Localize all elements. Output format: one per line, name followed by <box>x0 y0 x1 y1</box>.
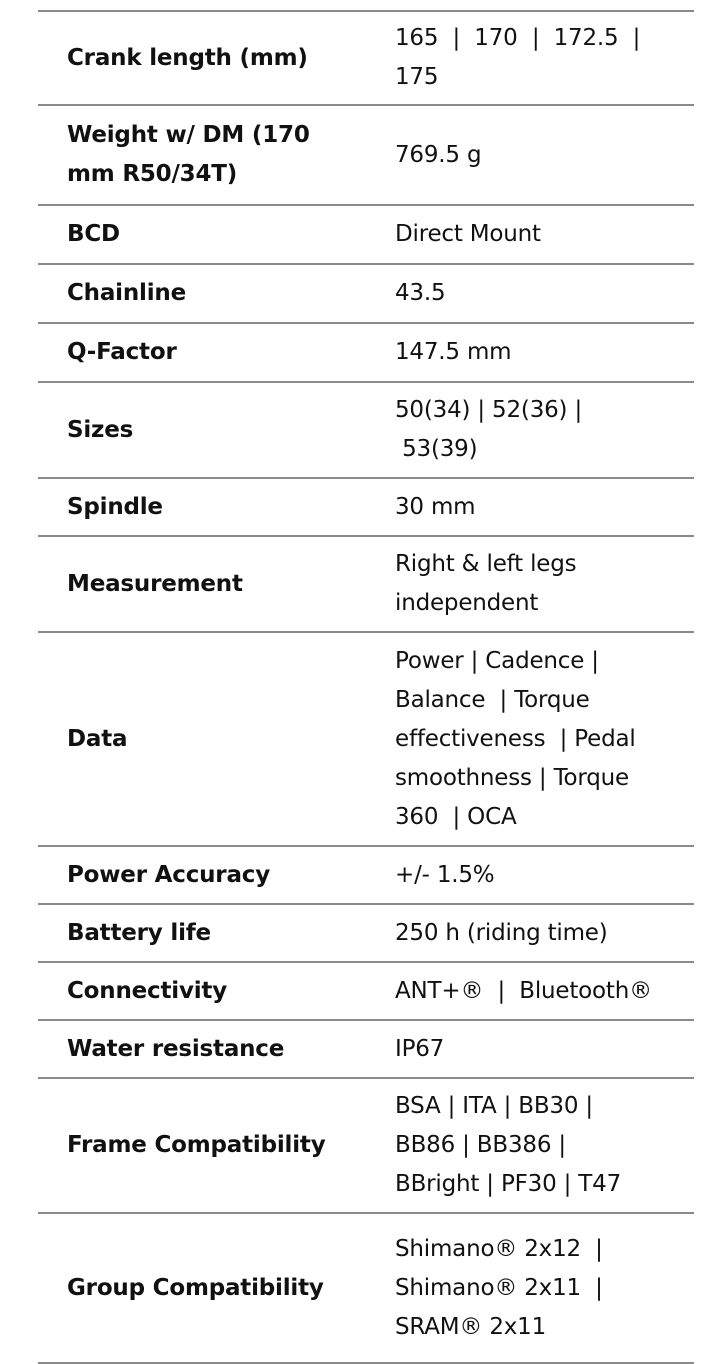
spec-label-line: Measurement <box>67 570 243 597</box>
spec-label-line: BCD <box>67 221 120 247</box>
spec-row <box>38 1021 694 1079</box>
spec-label <box>38 720 395 759</box>
spec-row <box>38 537 694 633</box>
spec-value-line: Shimano® 2x11 | <box>395 1274 603 1301</box>
spec-label <box>38 39 395 78</box>
spec-label-line: Group Compatibility <box>67 1274 324 1301</box>
spec-label-line: Battery life <box>67 919 211 946</box>
spec-value-line: IP67 <box>395 1035 445 1062</box>
spec-value <box>395 1230 694 1347</box>
spec-value-line: 250 h (riding time) <box>395 919 608 946</box>
spec-row <box>38 206 694 265</box>
spec-label-line: Frame Compatibility <box>67 1132 326 1158</box>
spec-value <box>395 914 694 953</box>
spec-label <box>38 274 395 313</box>
spec-value <box>395 1087 694 1204</box>
spec-label <box>38 215 395 254</box>
spec-value-line: 165 | 170 | 172.5 | <box>395 25 641 51</box>
spec-value-line: 53(39) <box>395 436 478 462</box>
spec-label-line: mm R50/34T) <box>67 161 238 187</box>
spec-value-line: smoothness | Torque <box>395 764 629 791</box>
spec-value <box>395 642 694 837</box>
spec-value-line: Right & left legs <box>395 551 577 577</box>
spec-value <box>395 488 694 527</box>
spec-value <box>395 972 694 1011</box>
spec-label <box>38 914 395 953</box>
spec-label <box>38 565 395 604</box>
spec-label <box>38 1030 395 1069</box>
spec-value <box>395 274 694 313</box>
spec-label <box>38 116 395 194</box>
spec-row <box>38 106 694 206</box>
spec-row <box>38 905 694 963</box>
spec-label <box>38 333 395 372</box>
spec-value-line: +/- 1.5% <box>395 861 495 888</box>
spec-label-line: Crank length (mm) <box>67 44 308 71</box>
spec-value <box>395 391 694 469</box>
spec-value <box>395 333 694 372</box>
spec-label-line: Chainline <box>67 280 186 306</box>
spec-row <box>38 847 694 905</box>
spec-label-line: Sizes <box>67 416 134 443</box>
spec-value <box>395 136 694 175</box>
spec-value-line: 43.5 <box>395 280 446 306</box>
spec-label <box>38 411 395 450</box>
spec-value <box>395 215 694 254</box>
spec-value-line: ANT+® | Bluetooth® <box>395 977 652 1004</box>
spec-row <box>38 963 694 1021</box>
spec-label <box>38 1269 395 1308</box>
spec-row <box>38 383 694 479</box>
spec-value-line: Shimano® 2x12 | <box>395 1235 603 1262</box>
spec-label <box>38 972 395 1011</box>
spec-value <box>395 1030 694 1069</box>
spec-value-line: Power | Cadence | <box>395 647 599 674</box>
spec-value-line: BB86 | BB386 | <box>395 1132 566 1158</box>
spec-value-line: effectiveness | Pedal <box>395 725 636 752</box>
spec-value-line: 769.5 g <box>395 141 482 168</box>
spec-label-line: Q-Factor <box>67 339 177 365</box>
spec-row <box>38 1214 694 1364</box>
spec-value-line: 175 <box>395 64 439 90</box>
spec-value <box>395 19 694 97</box>
spec-row <box>38 12 694 106</box>
spec-row <box>38 633 694 847</box>
spec-value <box>395 545 694 623</box>
spec-label-line: Weight w/ DM (170 <box>67 122 310 148</box>
spec-label <box>38 1126 395 1165</box>
spec-row <box>38 1079 694 1214</box>
spec-value-line: SRAM® 2x11 <box>395 1313 547 1340</box>
spec-label-line: Power Accuracy <box>67 861 270 888</box>
spec-value <box>395 856 694 895</box>
spec-row <box>38 324 694 383</box>
spec-label-line: Water resistance <box>67 1035 285 1062</box>
spec-value-line: 30 mm <box>395 493 476 520</box>
spec-row <box>38 479 694 537</box>
spec-label-line: Spindle <box>67 493 163 520</box>
spec-row <box>38 265 694 324</box>
spec-label-line: Connectivity <box>67 977 228 1004</box>
spec-value-line: 50(34) | 52(36) | <box>395 397 582 423</box>
spec-value-line: BSA | ITA | BB30 | <box>395 1093 593 1119</box>
spec-value-line: 360 | OCA <box>395 803 517 830</box>
spec-value-line: Balance | Torque <box>395 686 590 713</box>
spec-value-line: Direct Mount <box>395 221 541 247</box>
spec-value-line: independent <box>395 590 539 616</box>
spec-label-line: Data <box>67 725 128 752</box>
spec-label <box>38 856 395 895</box>
spec-table <box>38 10 694 1364</box>
spec-value-line: BBright | PF30 | T47 <box>395 1171 622 1197</box>
spec-value-line: 147.5 mm <box>395 339 512 365</box>
spec-label <box>38 488 395 527</box>
